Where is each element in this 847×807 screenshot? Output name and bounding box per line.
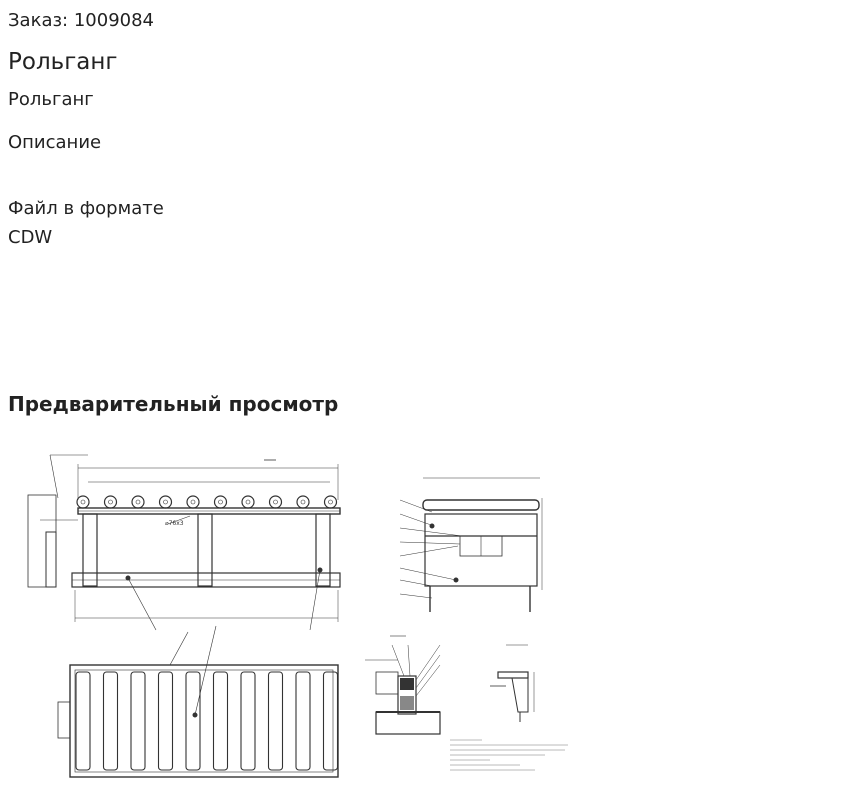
side-view [400,478,542,612]
cdw-file-link[interactable]: Файл в формате CDW [8,198,164,248]
technical-notes [450,740,568,770]
page-title: Рольганг [8,49,118,75]
order-label: Заказ: [8,10,69,31]
order-line [8,10,154,31]
svg-text:⌀76х3: ⌀76х3 [165,520,184,527]
order-number: 1009084 [73,10,155,31]
description-label: Описание [8,132,102,153]
preview-heading: Предварительный просмотр [8,392,339,416]
detail-section-a [365,636,440,734]
drawing-preview-image [20,440,580,785]
front-view [28,455,340,630]
plan-view [58,626,338,777]
product-subtitle: Рольганг [8,89,94,110]
detail-bracket-b [490,645,534,722]
